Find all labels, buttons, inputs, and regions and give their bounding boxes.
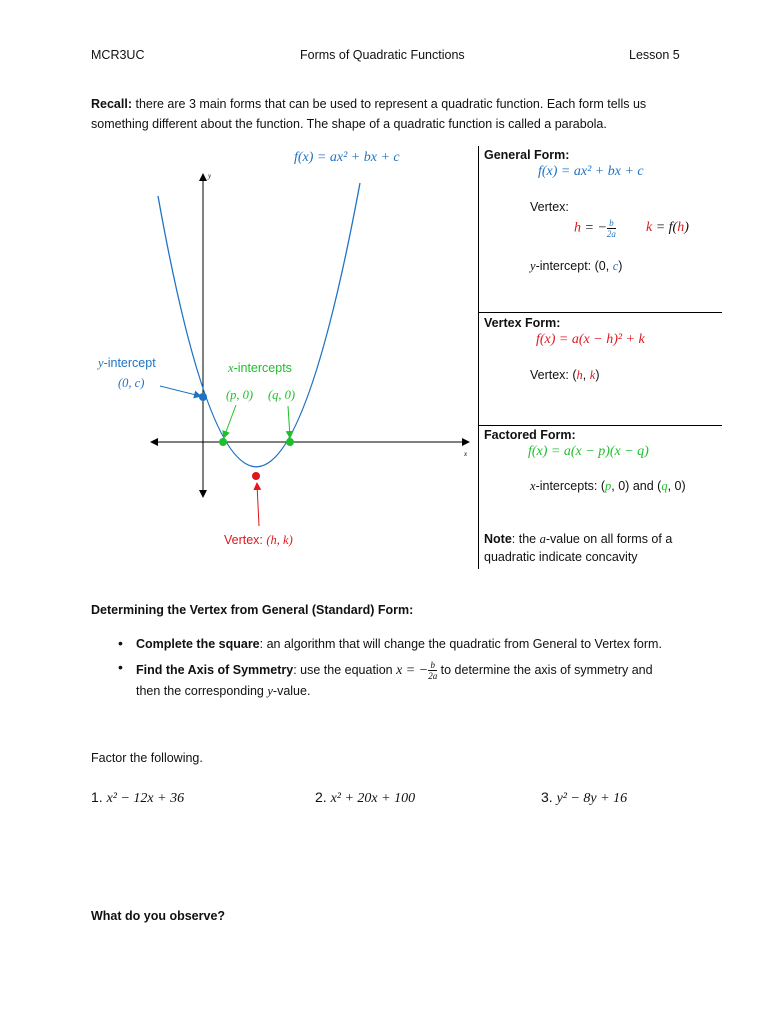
table-divider-2 [478, 425, 722, 426]
graph-formula: f(x) = ax² + bx + c [294, 150, 400, 165]
problem-1: 1. x² − 12x + 36 [91, 789, 185, 806]
table-vertical-line [478, 146, 479, 569]
recall-text: there are 3 main forms that can be used to represent a quadratic function. Each form tells us something different about the function. The shape of a quadratic function is called a parabola. [91, 97, 647, 131]
y-intercept-arrow [160, 386, 200, 396]
problem-3: 3. y² − 8y + 16 [541, 789, 628, 806]
bullet-2-line-2: then the corresponding y-value. [136, 684, 311, 698]
observe-question: What do you observe? [91, 909, 226, 923]
problem-2: 2. x² + 20x + 100 [315, 789, 416, 806]
q-point [286, 438, 294, 446]
course-code: MCR3UC [91, 48, 145, 62]
factored-form-formula: f(x) = a(x − p)(x − q) [528, 444, 649, 459]
vertex-form-formula: f(x) = a(x − h)² + k [536, 332, 645, 347]
parabola-svg [90, 140, 480, 570]
p-point [219, 438, 227, 446]
bullet-1-symbol: • [118, 635, 123, 651]
vertex-label: Vertex: (h, k) [224, 533, 293, 547]
x-intercepts-label: x-intercepts [228, 361, 292, 375]
y-intercept-point [199, 393, 207, 401]
general-form-title: General Form: [484, 148, 570, 162]
q-coords: (q, 0) [268, 388, 296, 402]
parabola-curve [158, 183, 360, 467]
general-k-expression: k = f(h) [646, 220, 689, 235]
p-arrow [224, 405, 236, 437]
table-divider-1 [478, 312, 722, 313]
general-form-formula: f(x) = ax² + bx + c [538, 164, 644, 179]
vertex-arrow [257, 484, 259, 526]
y-intercept-label: y-intercept [98, 356, 156, 370]
general-y-intercept: y-intercept: (0, c) [530, 259, 623, 273]
factor-prompt: Factor the following. [91, 751, 203, 765]
vertex-point [252, 472, 260, 480]
section-heading: Determining the Vertex from General (Standard) Form: [91, 603, 414, 617]
bullet-2-symbol: • [118, 659, 123, 675]
general-h-expression: h = − $\frac{b}{2a}$ [574, 218, 616, 239]
bullet-2: Find the Axis of Symmetry: use the equation x = − $\frac{b}{2a}$ to determine the axis of symmetry and [136, 660, 653, 681]
y-axis-label: y [208, 172, 212, 180]
recall-paragraph [91, 94, 681, 134]
page-title: Forms of Quadratic Functions [300, 48, 465, 62]
vertex-form-title: Vertex Form: [484, 316, 561, 330]
y-intercept-coords: (0, c) [118, 376, 145, 390]
factored-form-title: Factored Form: [484, 428, 576, 442]
concavity-note: Note: the a-value on all forms of a quadratic indicate concavity [484, 532, 673, 564]
x-axis-label: x [464, 450, 468, 458]
p-coords: (p, 0) [226, 388, 254, 402]
general-vertex-label: Vertex: [530, 200, 569, 214]
bullet-1: Complete the square: an algorithm that will change the quadratic from General to Vertex form. [136, 637, 662, 651]
q-arrow [288, 406, 290, 437]
parabola-graph [90, 140, 480, 570]
vertex-form-vertex: Vertex: (h, k) [530, 368, 600, 382]
factored-x-intercepts: x-intercepts: (p, 0) and (q, 0) [530, 479, 686, 493]
recall-label: Recall: [91, 97, 132, 111]
lesson-number: Lesson 5 [629, 48, 680, 62]
